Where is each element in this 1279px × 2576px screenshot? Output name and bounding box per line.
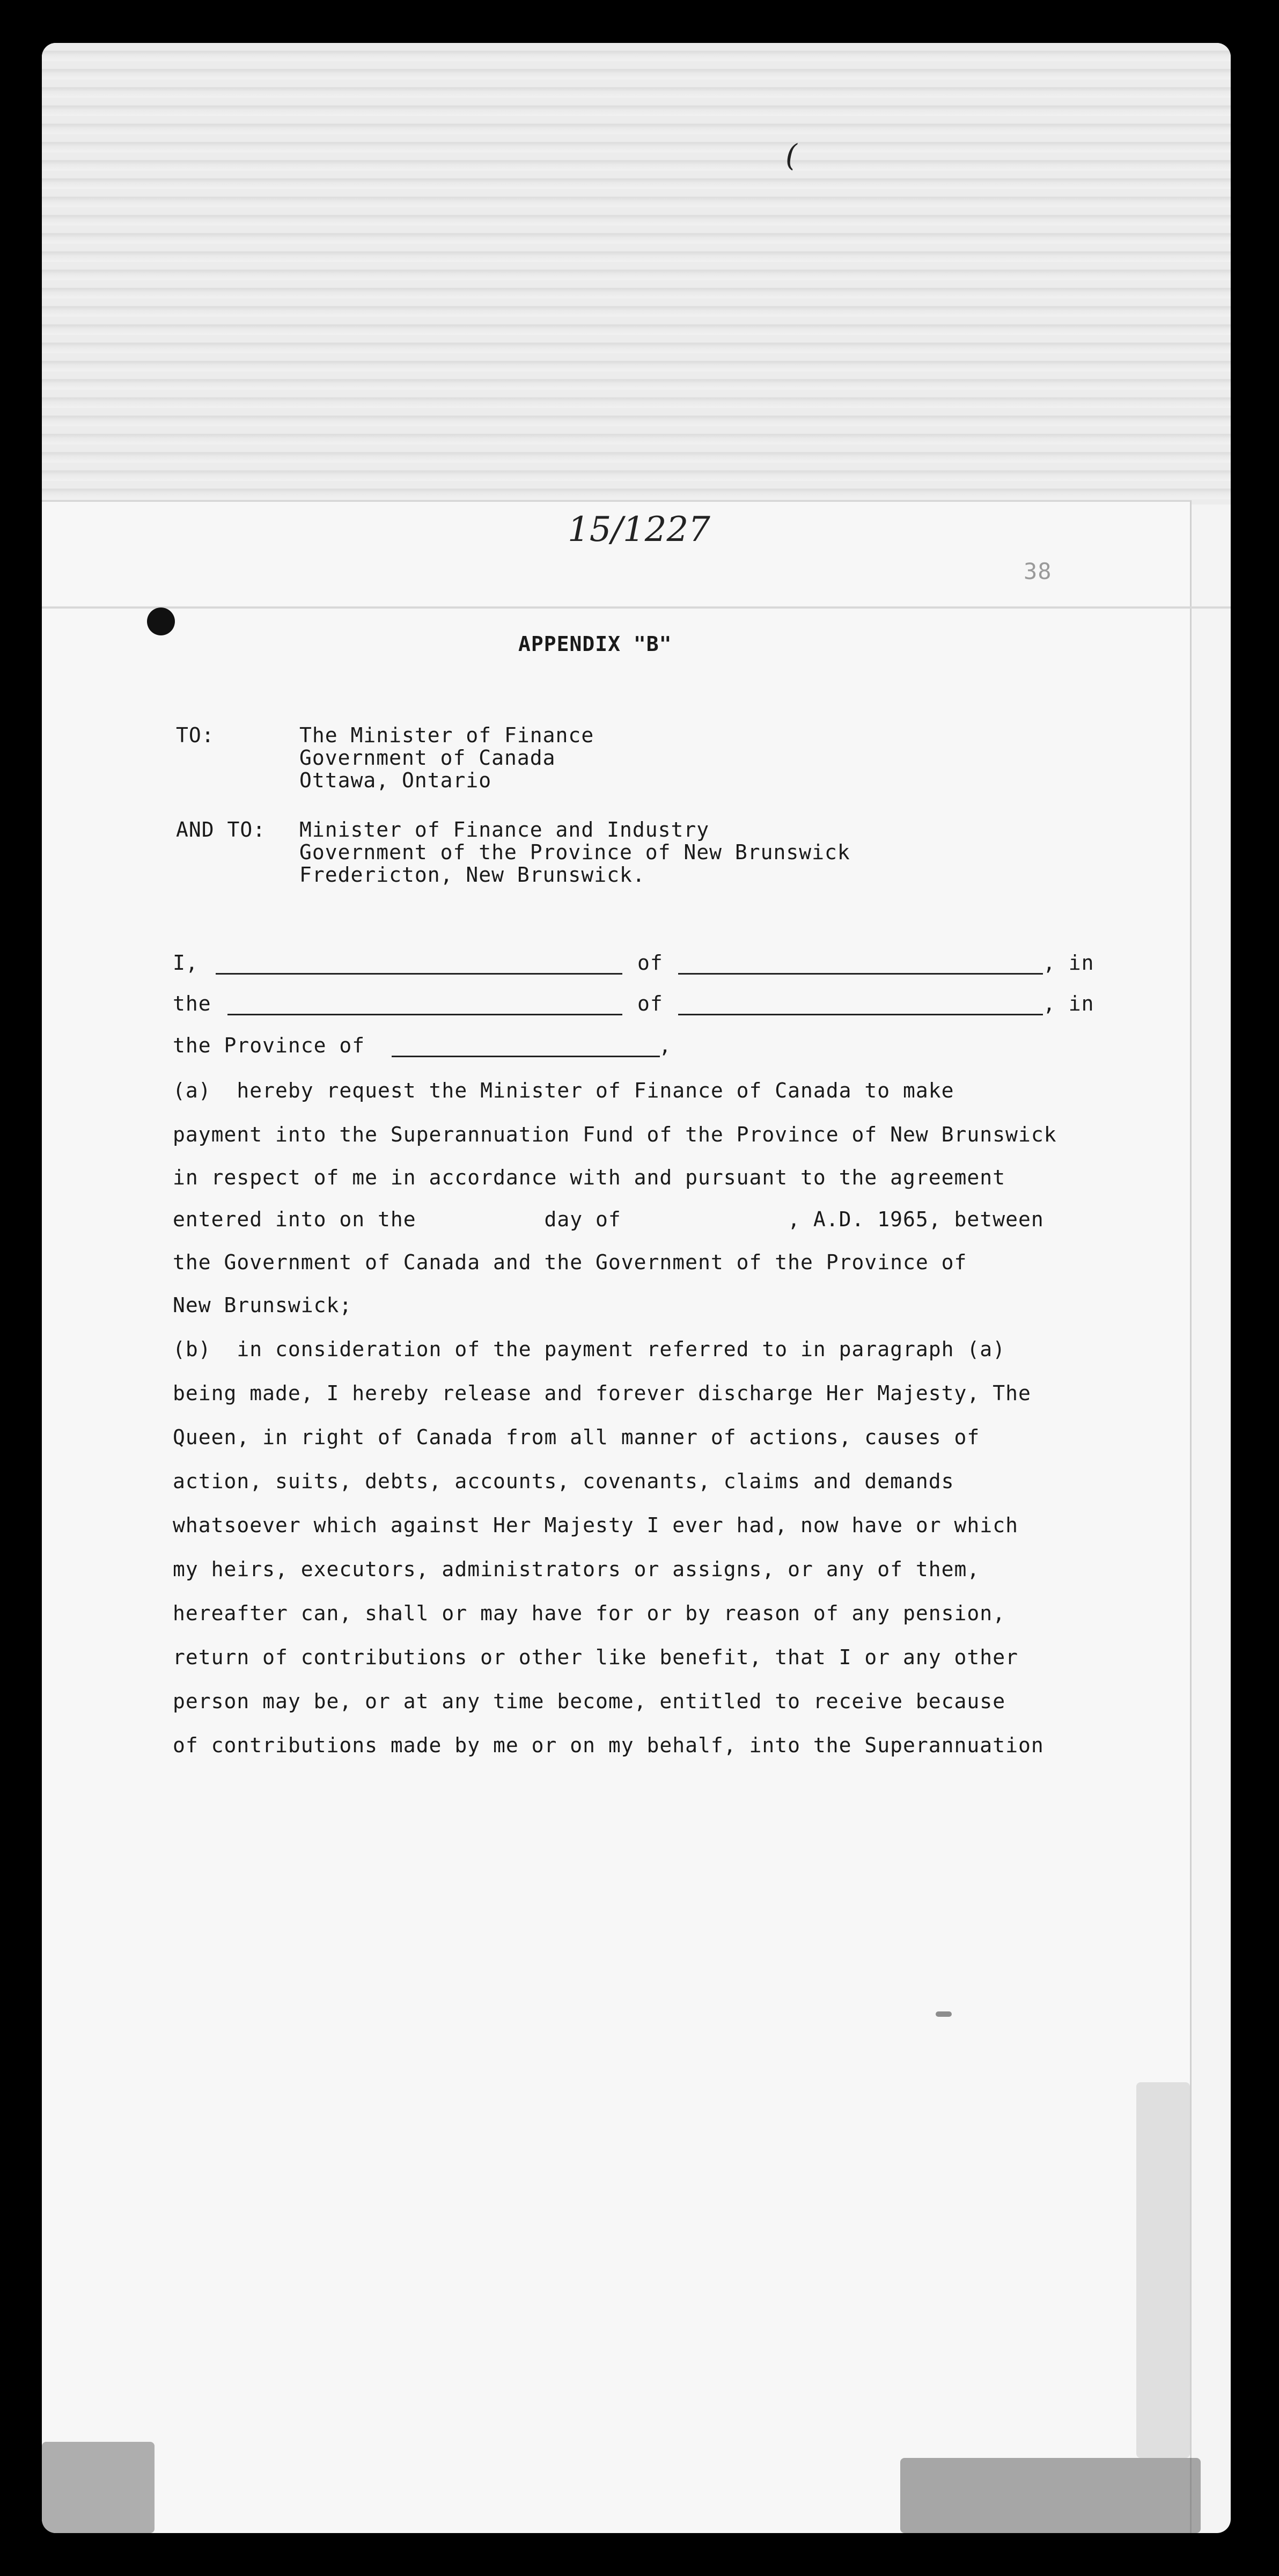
paragraph-line: in respect of me in accordance with and pursuant to the agreement <box>173 1166 1006 1189</box>
paragraph-line: (b) in consideration of the payment referred to in paragraph (a) <box>173 1337 1006 1361</box>
name-blank[interactable] <box>216 973 622 975</box>
form-line3-end: , <box>659 1034 672 1057</box>
paragraph-line: of contributions made by me or on my behalf, into the Superannuation <box>173 1733 1044 1757</box>
paragraph-line: return of contributions or other like benefit, that I or any other <box>173 1645 1018 1669</box>
paragraph-line: New Brunswick; <box>173 1293 352 1317</box>
right-edge-shadow <box>1136 2082 1190 2458</box>
municipality-name-blank[interactable] <box>678 1014 1043 1015</box>
to-line-3: Ottawa, Ontario <box>299 769 492 792</box>
form-line3-start: the Province of <box>173 1034 365 1057</box>
form-line1-of: of <box>637 951 663 975</box>
bottom-left-smudge <box>42 2442 155 2533</box>
province-blank[interactable] <box>392 1056 660 1057</box>
appendix-heading: APPENDIX "B" <box>518 632 672 656</box>
handwritten-reference: 15/1227 <box>568 510 710 550</box>
paper-scan <box>42 43 1231 2533</box>
bottom-right-smudge <box>900 2458 1201 2533</box>
streaked-upper-area <box>42 43 1231 504</box>
paragraph-line: payment into the Superannuation Fund of the Province of New Brunswick <box>173 1123 1057 1146</box>
form-line2-end: , in <box>1043 992 1094 1015</box>
form-line1-start: I, <box>173 951 199 975</box>
and-to-label: AND TO: <box>176 818 266 841</box>
and-to-line-3: Fredericton, New Brunswick. <box>299 863 645 887</box>
paragraph-line: the Government of Canada and the Government of the Province of <box>173 1250 967 1274</box>
to-label: TO: <box>176 723 215 747</box>
and-to-line-1: Minister of Finance and Industry <box>299 818 710 841</box>
and-to-line-2: Government of the Province of New Brunswick <box>299 840 850 864</box>
page-mark: 38 <box>1024 558 1052 584</box>
address-blank[interactable] <box>678 973 1043 975</box>
punch-hole <box>147 608 175 635</box>
municipality-type-blank[interactable] <box>227 1014 622 1015</box>
paragraph-line: my heirs, executors, administrators or assigns, or any of them, <box>173 1557 980 1581</box>
paragraph-line: (a) hereby request the Minister of Finance of Canada to make <box>173 1079 954 1102</box>
sheet-fold-line <box>42 606 1231 609</box>
paragraph-line: hereafter can, shall or may have for or by reason of any pension, <box>173 1601 1006 1625</box>
paragraph-line: person may be, or at any time become, entitled to receive because <box>173 1689 1006 1713</box>
to-line-2: Government of Canada <box>299 746 556 770</box>
to-line-1: The Minister of Finance <box>299 723 594 747</box>
form-line2-of: of <box>637 992 663 1015</box>
stray-pen-mark: ( <box>785 138 797 173</box>
paragraph-line: whatsoever which against Her Majesty I ever had, now have or which <box>173 1513 1018 1537</box>
form-line1-end: , in <box>1043 951 1094 975</box>
paragraph-line: being made, I hereby release and forever discharge Her Majesty, The <box>173 1381 1031 1405</box>
speck <box>936 2011 952 2017</box>
form-line2-start: the <box>173 992 211 1015</box>
paragraph-line: action, suits, debts, accounts, covenants, claims and demands <box>173 1469 954 1493</box>
paragraph-line: entered into on the day of , A.D. 1965, between <box>173 1208 1044 1231</box>
paragraph-line: Queen, in right of Canada from all manner of actions, causes of <box>173 1425 980 1449</box>
